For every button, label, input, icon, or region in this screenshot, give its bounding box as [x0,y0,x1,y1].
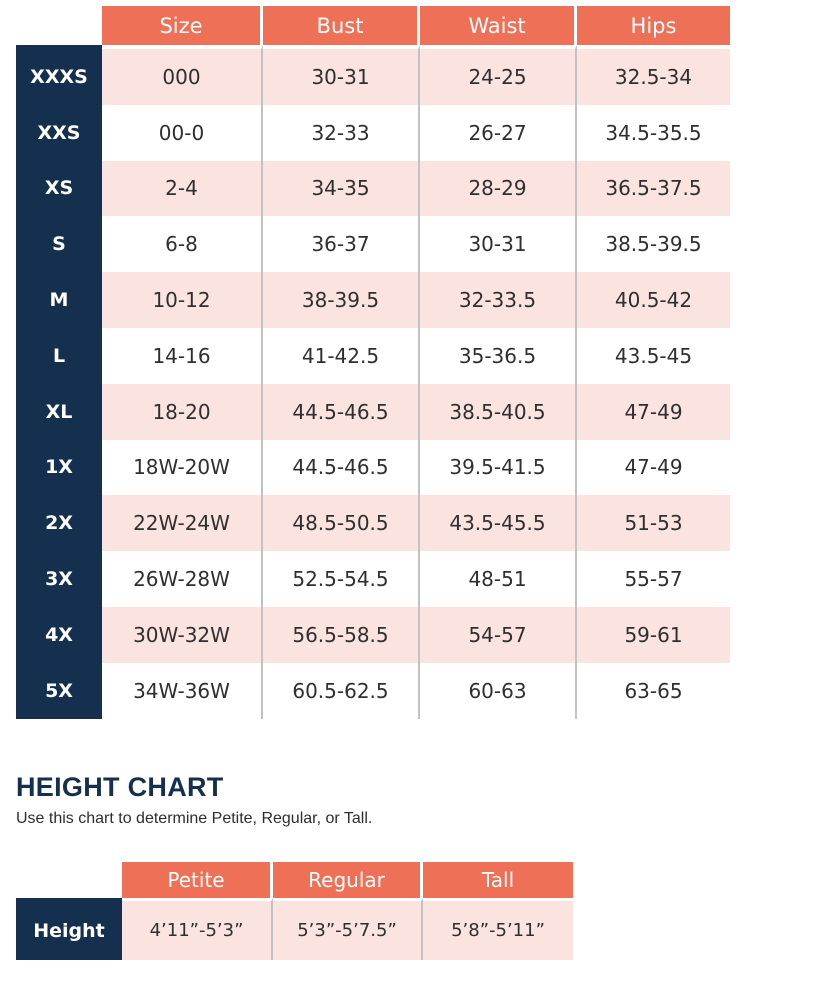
table-row [16,663,730,719]
height-chart-header-row [16,862,573,898]
hips-cell: 47-49 [577,440,730,496]
hips-cell: 38.5-39.5 [577,216,730,272]
size-cell: 34W-36W [102,663,263,719]
waist-cell: 35-36.5 [420,328,577,384]
size-chart-table [16,6,730,719]
waist-cell: 26-27 [420,105,577,161]
hips-cell: 36.5-37.5 [577,161,730,217]
waist-cell: 43.5-45.5 [420,495,577,551]
hips-cell: 59-61 [577,607,730,663]
bust-cell: 44.5-46.5 [263,440,420,496]
hips-cell: 43.5-45 [577,328,730,384]
table-row [16,216,730,272]
size-cell: 14-16 [102,328,263,384]
header-size: Size [102,6,263,45]
header-waist: Waist [420,6,577,45]
hips-cell: 55-57 [577,551,730,607]
header-petite: Petite [122,862,273,898]
size-cell: 30W-32W [102,607,263,663]
row-label: XXS [16,105,102,161]
size-cell: 10-12 [102,272,263,328]
table-row [16,45,730,105]
bust-cell: 32-33 [263,105,420,161]
table-row [16,440,730,496]
table-row [16,495,730,551]
waist-cell: 38.5-40.5 [420,384,577,440]
size-cell: 6-8 [102,216,263,272]
bust-cell: 30-31 [263,45,420,105]
height-chart-title: HEIGHT CHART [16,772,224,802]
hips-cell: 51-53 [577,495,730,551]
table-row [16,328,730,384]
row-label: M [16,272,102,328]
size-chart-header-row [16,6,730,45]
size-cell: 18W-20W [102,440,263,496]
petite-height-cell: 4’11”-5’3” [122,898,273,960]
header-regular: Regular [273,862,423,898]
waist-cell: 39.5-41.5 [420,440,577,496]
row-label: 2X [16,495,102,551]
row-label: L [16,328,102,384]
table-row [16,161,730,217]
waist-cell: 60-63 [420,663,577,719]
hips-cell: 32.5-34 [577,45,730,105]
size-cell: 000 [102,45,263,105]
waist-cell: 24-25 [420,45,577,105]
bust-cell: 41-42.5 [263,328,420,384]
table-row [16,105,730,161]
waist-cell: 28-29 [420,161,577,217]
header-hips: Hips [577,6,730,45]
row-label: XS [16,161,102,217]
bust-cell: 60.5-62.5 [263,663,420,719]
bust-cell: 52.5-54.5 [263,551,420,607]
waist-cell: 32-33.5 [420,272,577,328]
row-label: 4X [16,607,102,663]
row-label: S [16,216,102,272]
table-row [16,898,573,960]
height-chart-subtitle: Use this chart to determine Petite, Regular, or Tall. [16,810,373,827]
bust-cell: 36-37 [263,216,420,272]
hips-cell: 63-65 [577,663,730,719]
table-row [16,384,730,440]
waist-cell: 54-57 [420,607,577,663]
row-label: 5X [16,663,102,719]
row-label: XL [16,384,102,440]
hips-cell: 40.5-42 [577,272,730,328]
bust-cell: 34-35 [263,161,420,217]
size-cell: 22W-24W [102,495,263,551]
height-chart-table [16,862,573,960]
waist-cell: 48-51 [420,551,577,607]
tall-height-cell: 5’8”-5’11” [423,898,573,960]
header-bust: Bust [263,6,420,45]
size-cell: 00-0 [102,105,263,161]
size-cell: 2-4 [102,161,263,217]
table-row [16,607,730,663]
header-tall: Tall [423,862,573,898]
table-row [16,551,730,607]
header-corner-blank [16,6,102,45]
row-label: 3X [16,551,102,607]
regular-height-cell: 5’3”-5’7.5” [273,898,423,960]
size-cell: 18-20 [102,384,263,440]
size-cell: 26W-28W [102,551,263,607]
height-header-corner-blank [16,862,122,898]
bust-cell: 44.5-46.5 [263,384,420,440]
bust-cell: 38-39.5 [263,272,420,328]
bust-cell: 48.5-50.5 [263,495,420,551]
row-label: XXXS [16,45,102,105]
height-row-label: Height [16,898,122,960]
bust-cell: 56.5-58.5 [263,607,420,663]
waist-cell: 30-31 [420,216,577,272]
hips-cell: 34.5-35.5 [577,105,730,161]
table-row [16,272,730,328]
hips-cell: 47-49 [577,384,730,440]
row-label: 1X [16,440,102,496]
